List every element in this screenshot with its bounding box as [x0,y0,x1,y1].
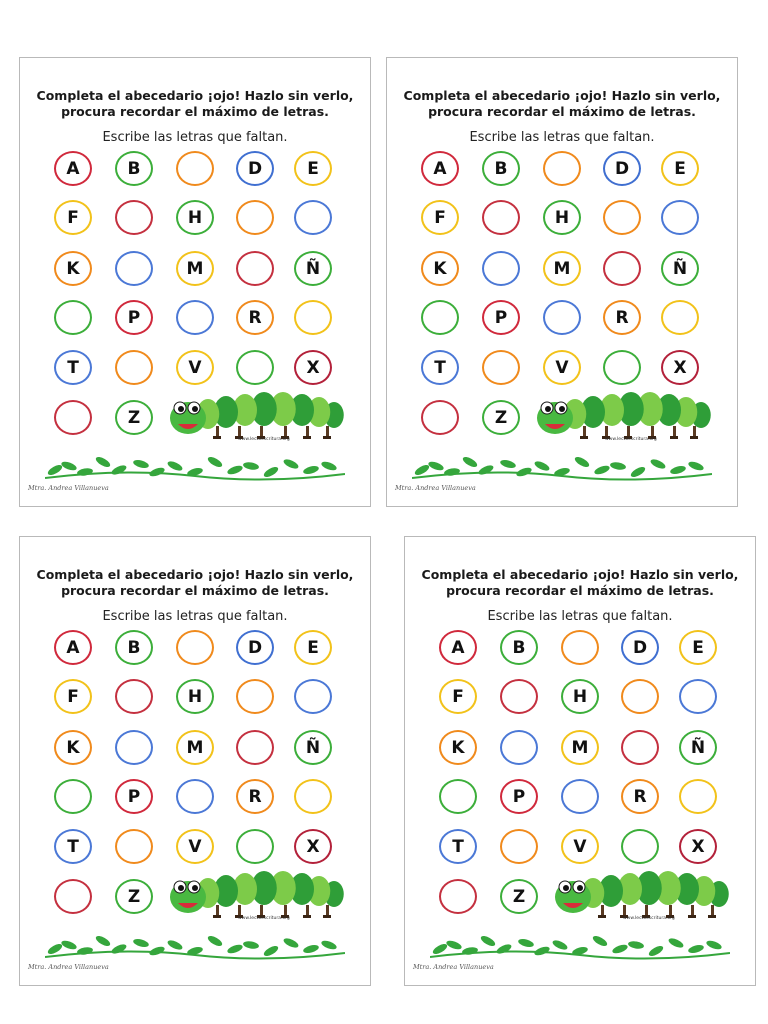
letter-circle-a: A [421,151,459,186]
leaf [669,465,686,476]
leaf [166,459,183,472]
letter-circle-a: A [54,151,92,186]
letter-circle-r: R [236,779,274,814]
leaf [649,457,666,470]
leaf [533,945,550,957]
caterpillar-pupil [545,406,551,412]
blank-letter-circle [621,829,659,864]
title-line-1: Completa el abecedario ¡ojo! Hazlo sin verlo, [36,567,354,582]
leaf [629,465,646,479]
letter-circle-p: P [115,779,153,814]
leaf [687,944,704,955]
letter-circle-z: Z [115,879,153,914]
leaf [282,457,299,470]
title-line-2: procura recordar el máximo de letras. [446,583,714,598]
blank-letter-circle [621,679,659,714]
caterpillar-foot [303,436,311,439]
leaf [517,938,534,949]
letter-circle-x: X [294,350,332,385]
blank-letter-circle [482,200,520,235]
leaf [477,463,494,476]
blank-letter-circle [500,829,538,864]
letter-circle-k: K [54,730,92,765]
letter-circle-v: V [176,829,214,864]
leaf [628,940,645,950]
leaf [148,466,165,478]
letter-circle-m: M [176,251,214,286]
blank-letter-circle [561,630,599,665]
leaf [110,942,127,955]
caterpillar-foot [708,915,716,918]
blank-letter-circle [115,730,153,765]
leaf [60,460,77,472]
letter-circle-t: T [421,350,459,385]
leaf [515,466,532,478]
title-line-2: procura recordar el máximo de letras. [61,104,329,119]
website-label: www.lectoescritura.org [605,437,657,442]
leaf [282,936,299,949]
title-line-1: Completa el abecedario ¡ojo! Hazlo sin verlo, [36,88,354,103]
blank-letter-circle [294,200,332,235]
worksheet-subtitle: Escribe las letras que faltan. [487,609,673,624]
blank-letter-circle [621,730,659,765]
worksheet-card-top-left [19,57,371,507]
blank-letter-circle [482,251,520,286]
worksheet-card-bottom-right [404,536,756,986]
blank-letter-circle [679,679,717,714]
letter-circle-m: M [561,730,599,765]
blank-letter-circle [603,251,641,286]
leaf [499,459,516,470]
blank-letter-circle [236,679,274,714]
letter-circle-h: H [176,200,214,235]
leaf [243,940,260,950]
letter-circle-z: Z [115,400,153,435]
blank-letter-circle [115,679,153,714]
title-line-2: procura recordar el máximo de letras. [61,583,329,598]
caterpillar-pupil [559,406,565,412]
leaves-illustration [45,927,345,961]
blank-letter-circle [236,730,274,765]
letter-circle-e: E [661,151,699,186]
letter-circle-t: T [54,829,92,864]
blank-letter-circle [439,879,477,914]
letter-circle-v: V [176,350,214,385]
letter-circle-e: E [679,630,717,665]
blank-letter-circle [603,200,641,235]
title-line-2: procura recordar el máximo de letras. [428,104,696,119]
website-label: www.lectoescritura.org [623,916,675,921]
blank-letter-circle [115,251,153,286]
author-credit: Mtra. Andrea Villanueva [28,484,109,492]
leaf [46,942,63,956]
leaf [302,465,319,476]
leaf [110,463,127,476]
blank-letter-circle [54,779,92,814]
leaf [262,944,279,958]
blank-letter-circle [661,200,699,235]
title-line-1: Completa el abecedario ¡ojo! Hazlo sin verlo, [421,567,739,582]
letter-circle-h: H [176,679,214,714]
letter-circle-v: V [561,829,599,864]
leaf [60,939,77,951]
blank-letter-circle [236,251,274,286]
caterpillar-foot [303,915,311,918]
title-line-1: Completa el abecedario ¡ojo! Hazlo sin verlo, [403,88,721,103]
letter-circle-e: E [294,151,332,186]
letter-circle-x: X [294,829,332,864]
caterpillar-foot [323,436,331,439]
blank-letter-circle [176,151,214,186]
letter-circle-p: P [482,300,520,335]
letter-circle-b: B [500,630,538,665]
blank-letter-circle [54,300,92,335]
blank-letter-circle [421,400,459,435]
letter-circle-p: P [115,300,153,335]
letter-circle-ñ: Ñ [661,251,699,286]
blank-letter-circle [176,779,214,814]
leaf [687,460,704,472]
worksheet-card-top-right [386,57,738,507]
leaf [667,936,684,949]
leaf [206,934,223,948]
letter-circle-p: P [500,779,538,814]
leaf [647,944,664,958]
leaf [262,465,279,479]
leaf [132,938,149,949]
blank-letter-circle [543,300,581,335]
letter-circle-t: T [54,350,92,385]
author-credit: Mtra. Andrea Villanueva [395,484,476,492]
letter-circle-f: F [54,200,92,235]
leaf [320,460,337,472]
leaf [705,939,722,951]
caterpillar-foot [670,436,678,439]
caterpillar-pupil [563,885,569,891]
blank-letter-circle [115,200,153,235]
blank-letter-circle [294,679,332,714]
worksheet-card-bottom-left [19,536,371,986]
blank-letter-circle [421,300,459,335]
leaf [461,455,478,469]
blank-letter-circle [603,350,641,385]
leaf [551,938,568,951]
caterpillar-illustration [553,867,733,923]
blank-letter-circle [661,300,699,335]
blank-letter-circle [439,779,477,814]
caterpillar-pupil [192,885,198,891]
leaf [431,942,448,956]
blank-letter-circle [236,350,274,385]
letter-circle-d: D [236,151,274,186]
caterpillar-pupil [577,885,583,891]
leaf [320,939,337,951]
caterpillar-foot [580,436,588,439]
letter-circle-f: F [421,200,459,235]
letter-circle-ñ: Ñ [294,730,332,765]
worksheet-subtitle: Escribe las letras que faltan. [469,130,655,145]
leaf [46,463,63,477]
letter-circle-t: T [439,829,477,864]
caterpillar-foot [598,915,606,918]
letter-circle-b: B [482,151,520,186]
caterpillar-foot [688,915,696,918]
letter-circle-d: D [603,151,641,186]
caterpillar-illustration [168,867,348,923]
letter-circle-x: X [679,829,717,864]
leaf [243,461,260,471]
caterpillar-illustration [168,388,348,444]
caterpillar-foot [323,915,331,918]
leaf [427,460,444,472]
caterpillar-foot [690,436,698,439]
caterpillar-illustration [535,388,715,444]
blank-letter-circle [236,829,274,864]
blank-letter-circle [561,779,599,814]
letter-circle-k: K [54,251,92,286]
blank-letter-circle [500,679,538,714]
letter-circle-a: A [439,630,477,665]
caterpillar-pupil [192,406,198,412]
leaf [302,944,319,955]
leaves-illustration [412,448,712,482]
blank-letter-circle [115,829,153,864]
letter-circle-h: H [561,679,599,714]
blank-letter-circle [176,300,214,335]
leaf [610,461,627,471]
caterpillar-pupil [178,406,184,412]
letter-circle-x: X [661,350,699,385]
leaf [94,455,111,469]
leaf [533,459,550,472]
letter-circle-h: H [543,200,581,235]
letter-circle-v: V [543,350,581,385]
leaves-illustration [430,927,730,961]
letter-circle-ñ: Ñ [294,251,332,286]
blank-letter-circle [294,779,332,814]
blank-letter-circle [115,350,153,385]
leaf [226,943,243,955]
worksheet-subtitle: Escribe las letras que faltan. [102,609,288,624]
blank-letter-circle [500,730,538,765]
letter-circle-f: F [54,679,92,714]
author-credit: Mtra. Andrea Villanueva [28,963,109,971]
letter-circle-m: M [176,730,214,765]
leaf [132,459,149,470]
letter-circle-k: K [439,730,477,765]
caterpillar-foot [213,436,221,439]
letter-circle-b: B [115,151,153,186]
blank-letter-circle [176,630,214,665]
letter-circle-r: R [621,779,659,814]
leaf [479,934,496,948]
leaf [413,463,430,477]
blank-letter-circle [543,151,581,186]
leaf [445,939,462,951]
letter-circle-b: B [115,630,153,665]
letter-circle-f: F [439,679,477,714]
blank-letter-circle [482,350,520,385]
leaf [593,464,610,476]
blank-letter-circle [294,300,332,335]
leaf [495,942,512,955]
letter-circle-ñ: Ñ [679,730,717,765]
leaf [226,464,243,476]
leaf [94,934,111,948]
letter-circle-e: E [294,630,332,665]
letter-circle-z: Z [482,400,520,435]
blank-letter-circle [236,200,274,235]
letter-circle-r: R [236,300,274,335]
caterpillar-pupil [178,885,184,891]
leaf [573,455,590,469]
blank-letter-circle [54,879,92,914]
leaf [206,455,223,469]
leaves-illustration [45,448,345,482]
leaf [591,934,608,948]
letter-circle-d: D [236,630,274,665]
website-label: www.lectoescritura.org [238,916,290,921]
letter-circle-r: R [603,300,641,335]
website-label: www.lectoescritura.org [238,437,290,442]
letter-circle-k: K [421,251,459,286]
blank-letter-circle [679,779,717,814]
leaf [166,938,183,951]
worksheet-subtitle: Escribe las letras que faltan. [102,130,288,145]
leaf [148,945,165,957]
leaf [611,943,628,955]
letter-circle-d: D [621,630,659,665]
author-credit: Mtra. Andrea Villanueva [413,963,494,971]
letter-circle-z: Z [500,879,538,914]
blank-letter-circle [54,400,92,435]
caterpillar-foot [213,915,221,918]
letter-circle-m: M [543,251,581,286]
letter-circle-a: A [54,630,92,665]
